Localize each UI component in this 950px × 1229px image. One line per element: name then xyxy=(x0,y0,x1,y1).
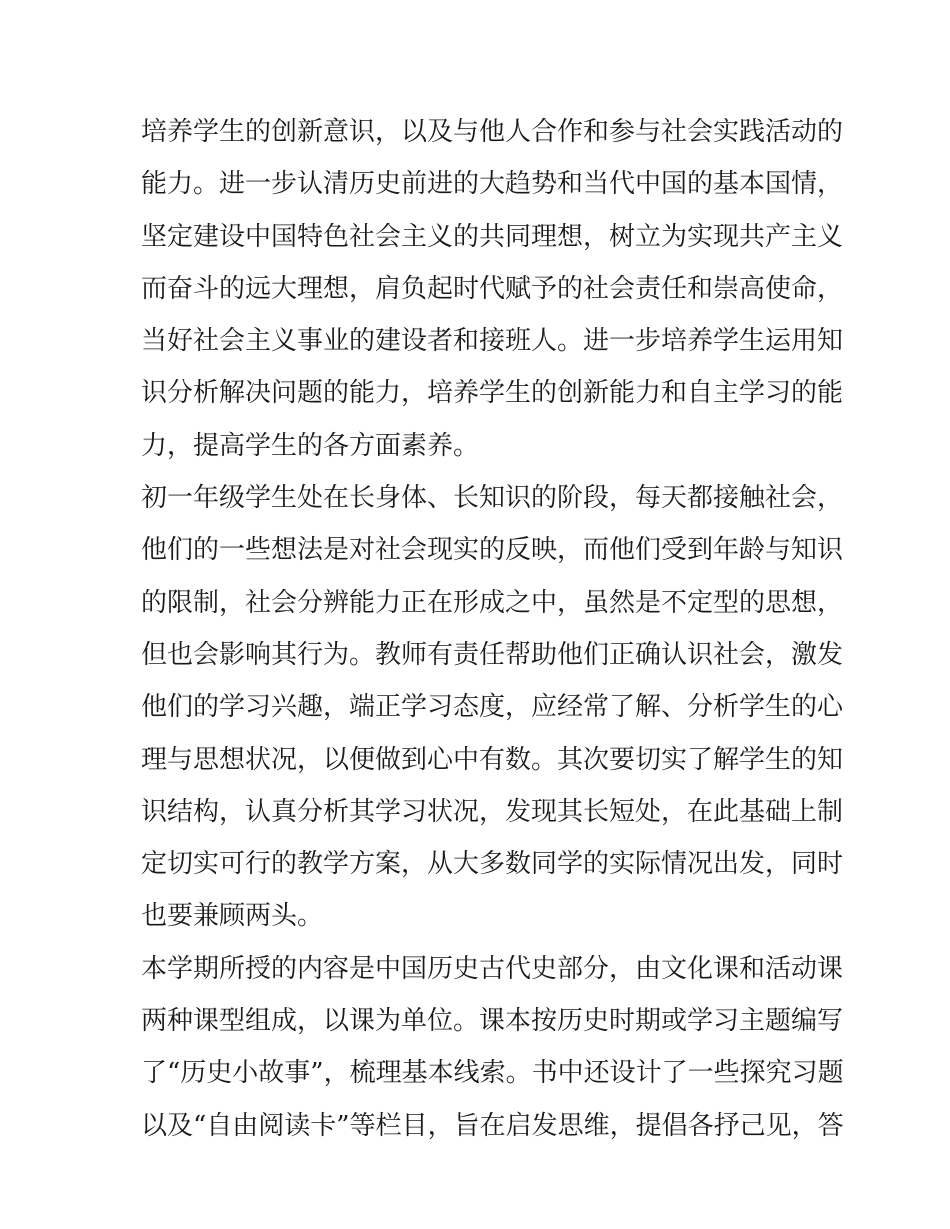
text-line: 了“历史小故事”，梳理基本线索。书中还设计了一些探究习题 xyxy=(141,1058,844,1089)
text-line: 力，提高学生的各方面素养。 xyxy=(141,430,480,461)
paragraph xyxy=(141,472,844,943)
text-line: 坚定建设中国特色社会主义的共同理想，树立为实现共产主义 xyxy=(141,221,844,252)
text-line: 识结构，认真分析其学习状况，发现其长短处，在此基础上制 xyxy=(141,796,844,827)
text-line: 也要兼顾两头。 xyxy=(141,901,324,932)
text-line: 初一年级学生处在长身体、长知识的阶段，每天都接触社会， xyxy=(141,483,844,514)
text-line: 本学期所授的内容是中国历史古代史部分，由文化课和活动课 xyxy=(141,953,844,984)
paragraph xyxy=(141,106,844,472)
paragraph xyxy=(141,943,844,1152)
text-line: 两种课型组成，以课为单位。课本按历史时期或学习主题编写 xyxy=(141,1006,844,1037)
text-line: 的限制，社会分辨能力正在形成之中，虽然是不定型的思想， xyxy=(141,587,844,618)
text-line: 识分析解决问题的能力，培养学生的创新能力和自主学习的能 xyxy=(141,378,844,409)
body-text xyxy=(141,106,844,1152)
text-line: 定切实可行的教学方案，从大多数同学的实际情况出发，同时 xyxy=(141,849,844,880)
text-line: 但也会影响其行为。教师有责任帮助他们正确认识社会，激发 xyxy=(141,639,844,670)
text-line: 能力。进一步认清历史前进的大趋势和当代中国的基本国情， xyxy=(141,169,844,200)
text-line: 培养学生的创新意识，以及与他人合作和参与社会实践活动的 xyxy=(141,117,844,147)
text-line: 理与思想状况，以便做到心中有数。其次要切实了解学生的知 xyxy=(141,744,844,775)
text-line: 他们的一些想法是对社会现实的反映，而他们受到年龄与知识 xyxy=(141,535,844,566)
text-line: 以及“自由阅读卡”等栏目，旨在启发思维，提倡各抒己见，答 xyxy=(141,1110,844,1141)
text-line: 当好社会主义事业的建设者和接班人。进一步培养学生运用知 xyxy=(141,326,844,357)
text-line: 他们的学习兴趣，端正学习态度，应经常了解、分析学生的心 xyxy=(141,692,844,723)
text-line: 而奋斗的远大理想，肩负起时代赋予的社会责任和崇高使命， xyxy=(141,273,844,304)
